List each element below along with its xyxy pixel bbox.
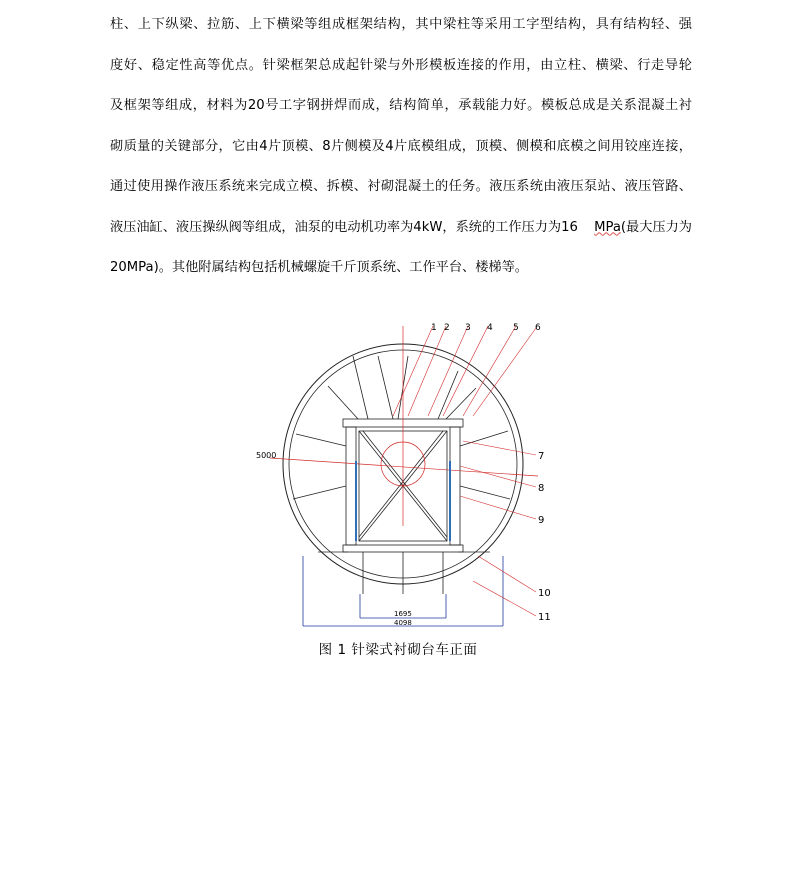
text-line: 及框架等组成，材料为20号工字钢拼焊而成，结构简单，承载能力好。模板总成是关系混凝土衬 bbox=[110, 98, 692, 113]
callout-labels-right bbox=[538, 451, 551, 623]
text-line-end bbox=[594, 213, 692, 254]
center-line bbox=[270, 458, 538, 476]
engineering-diagram bbox=[248, 316, 554, 632]
text-line-main: 液压油缸、液压操纵阀等组成，油泵的电动机功率为4kW，系统的工作压力为16 bbox=[110, 219, 578, 235]
text-line-tail: (最大压力为 bbox=[620, 219, 692, 235]
trolley-drawing bbox=[248, 316, 554, 632]
strut bbox=[328, 386, 358, 419]
leader-line bbox=[443, 326, 488, 416]
figure-caption: 图 1 针梁式衬砌台车正面 bbox=[318, 642, 478, 658]
callout-label: 5 bbox=[513, 323, 519, 333]
callout-label: 9 bbox=[538, 515, 545, 526]
right-column bbox=[450, 427, 460, 545]
callout-label: 8 bbox=[538, 483, 545, 494]
strut bbox=[438, 371, 458, 419]
leader-line bbox=[463, 326, 516, 416]
text-line: 砌质量的关键部分，它由4片顶模、8片侧模及4片底模组成，顶模、侧模和底模之间用铰座连接， bbox=[110, 138, 692, 154]
strut bbox=[293, 486, 346, 499]
leader-line bbox=[478, 556, 536, 592]
callout-label: 6 bbox=[535, 323, 541, 333]
callout-label: 2 bbox=[444, 323, 450, 333]
callout-labels bbox=[431, 323, 541, 333]
strut bbox=[296, 434, 346, 446]
text-line: 20MPa)。其他附属结构包括机械螺旋千斤顶系统、工作平台、楼梯等。 bbox=[110, 260, 528, 275]
strut bbox=[378, 356, 393, 419]
strut bbox=[460, 486, 510, 499]
leader-line bbox=[473, 328, 536, 416]
text-line: 柱、上下纵梁、拉筋、上下横梁等组成框架结构，其中梁柱等采用工字型结构，具有结构轻、强 bbox=[110, 17, 692, 32]
dimension-label: 5000 bbox=[256, 451, 277, 460]
strut bbox=[446, 388, 476, 419]
callout-label: 10 bbox=[538, 588, 551, 599]
bottom-beam bbox=[343, 545, 463, 552]
strut bbox=[460, 431, 508, 446]
left-column bbox=[346, 427, 356, 545]
leader-line bbox=[460, 466, 536, 487]
body-paragraph bbox=[110, 10, 692, 294]
dimension-label: 4098 bbox=[394, 619, 412, 627]
strut bbox=[353, 356, 368, 419]
callout-label: 7 bbox=[538, 451, 545, 462]
dimension-label: 1695 bbox=[394, 610, 412, 618]
leader-line bbox=[460, 496, 536, 519]
callout-label: 11 bbox=[538, 612, 551, 623]
text-line bbox=[110, 213, 692, 254]
text-line: 通过使用操作液压系统来完成立模、拆模、衬砌混凝土的任务。液压系统由液压泵站、液压管路、 bbox=[110, 179, 692, 194]
callout-label: 3 bbox=[465, 323, 471, 333]
callout-label: 1 bbox=[431, 323, 437, 333]
text-line: 度好、稳定性高等优点。针梁框架总成起针梁与外形模板连接的作用，由立柱、横梁、行走导轮 bbox=[110, 57, 692, 73]
leader-line bbox=[463, 441, 536, 455]
callout-label: 4 bbox=[487, 323, 493, 333]
spellcheck-word: MPa bbox=[594, 219, 621, 235]
